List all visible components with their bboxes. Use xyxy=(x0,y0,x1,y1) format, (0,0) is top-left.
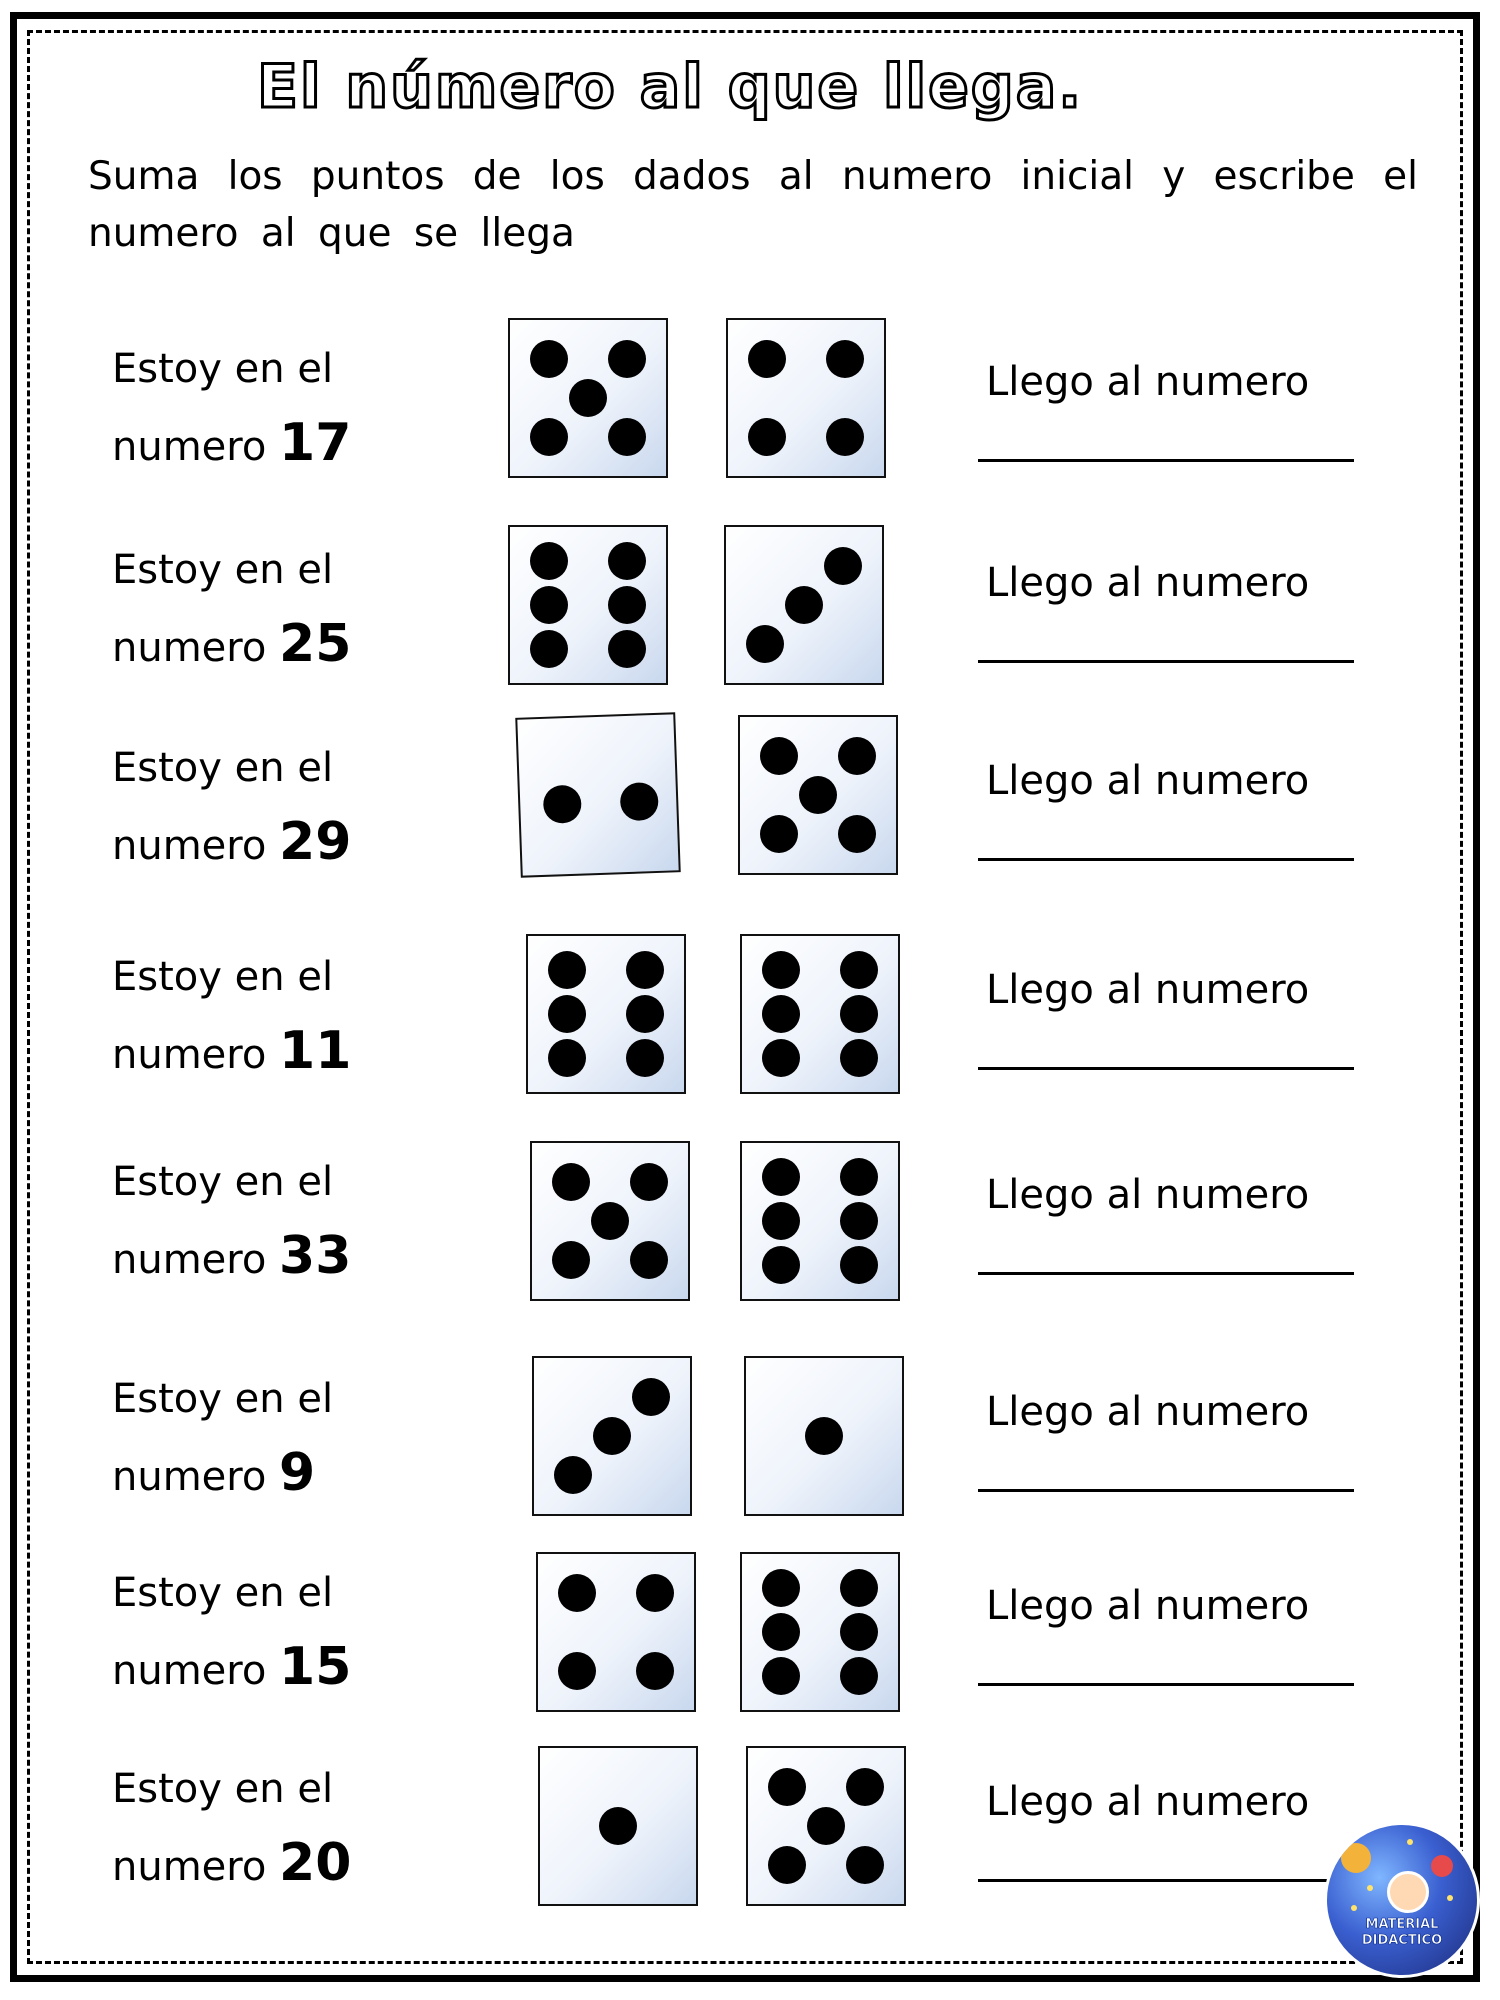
start-label xyxy=(112,1556,412,1708)
die-pip xyxy=(530,542,568,580)
start-label xyxy=(112,1362,412,1514)
die-pip xyxy=(632,1378,670,1416)
die-pip xyxy=(608,630,646,668)
start-line xyxy=(112,1014,412,1092)
start-number: 17 xyxy=(279,413,352,473)
end-label: Llego al numero xyxy=(986,1389,1310,1435)
die-face-6 xyxy=(740,934,900,1094)
start-line xyxy=(112,1219,412,1297)
die-pip xyxy=(840,1613,878,1651)
die-face-6 xyxy=(508,525,668,685)
die-pip xyxy=(768,1846,806,1884)
die-face-6 xyxy=(526,934,686,1094)
die-pip xyxy=(636,1574,674,1612)
start-label xyxy=(112,731,412,883)
die-pip xyxy=(785,586,823,624)
start-number: 9 xyxy=(279,1443,316,1503)
answer-line[interactable] xyxy=(978,1067,1354,1070)
die-pip xyxy=(608,542,646,580)
end-label: Llego al numero xyxy=(986,1779,1310,1825)
exercise-row xyxy=(0,1145,1500,1325)
die-pip xyxy=(608,586,646,624)
instructions: Suma los puntos de los dados al numero inicial y escribe el numero al que se llega xyxy=(88,154,1418,256)
start-prefix: Estoy en el xyxy=(112,1376,334,1422)
die-pip xyxy=(554,1456,592,1494)
die-face-6 xyxy=(740,1552,900,1712)
die-pip xyxy=(608,418,646,456)
die-pip xyxy=(636,1652,674,1690)
die-face-5 xyxy=(738,715,898,875)
material-didactico-logo xyxy=(1324,1822,1480,1978)
die-pip xyxy=(840,1246,878,1284)
die-pip xyxy=(762,1569,800,1607)
answer-line[interactable] xyxy=(978,1879,1354,1882)
die-pip xyxy=(799,776,837,814)
die-pip xyxy=(840,1158,878,1196)
die-pip xyxy=(599,1807,637,1845)
start-word: numero xyxy=(112,1454,280,1500)
die-pip xyxy=(619,782,658,821)
die-face-5 xyxy=(746,1746,906,1906)
answer-line[interactable] xyxy=(978,1489,1354,1492)
die-pip xyxy=(746,625,784,663)
start-line xyxy=(112,1630,412,1708)
exercise-row xyxy=(0,332,1500,512)
start-line xyxy=(112,805,412,883)
die-pip xyxy=(762,1246,800,1284)
die-pip xyxy=(840,995,878,1033)
die-pip xyxy=(760,737,798,775)
start-word: numero xyxy=(112,625,280,671)
end-label: Llego al numero xyxy=(986,758,1310,804)
end-label: Llego al numero xyxy=(986,1583,1310,1629)
die-pip xyxy=(762,951,800,989)
worksheet-title: El número al que llega. xyxy=(256,52,1084,122)
die-face-5 xyxy=(530,1141,690,1301)
start-prefix: Estoy en el xyxy=(112,954,334,1000)
die-pip xyxy=(762,1158,800,1196)
die-face-4 xyxy=(726,318,886,478)
die-pip xyxy=(838,737,876,775)
die-pip xyxy=(530,630,568,668)
start-line xyxy=(112,1826,412,1904)
die-pip xyxy=(530,340,568,378)
die-pip xyxy=(552,1241,590,1279)
answer-line[interactable] xyxy=(978,1683,1354,1686)
answer-line[interactable] xyxy=(978,660,1354,663)
die-pip xyxy=(530,586,568,624)
start-number: 33 xyxy=(279,1226,352,1286)
die-pip xyxy=(762,1613,800,1651)
start-number: 20 xyxy=(279,1833,352,1893)
exercise-row xyxy=(0,940,1500,1120)
die-pip xyxy=(840,1039,878,1077)
die-pip xyxy=(840,1657,878,1695)
die-pip xyxy=(593,1417,631,1455)
end-label: Llego al numero xyxy=(986,967,1310,1013)
start-word: numero xyxy=(112,1648,280,1694)
die-pip xyxy=(748,340,786,378)
die-face-3 xyxy=(532,1356,692,1516)
die-pip xyxy=(768,1768,806,1806)
start-label xyxy=(112,1752,412,1904)
start-number: 29 xyxy=(279,812,352,872)
die-pip xyxy=(838,815,876,853)
die-pip xyxy=(760,815,798,853)
answer-line[interactable] xyxy=(978,459,1354,462)
die-pip xyxy=(762,1202,800,1240)
die-pip xyxy=(762,995,800,1033)
exercise-row xyxy=(0,731,1500,911)
die-pip xyxy=(630,1241,668,1279)
logo-text: MATERIAL DIDACTICO xyxy=(1361,1917,1443,1948)
die-face-2 xyxy=(515,712,680,877)
die-pip xyxy=(826,418,864,456)
die-pip xyxy=(805,1417,843,1455)
exercise-row xyxy=(0,1556,1500,1736)
die-face-3 xyxy=(724,525,884,685)
die-pip xyxy=(846,1768,884,1806)
start-prefix: Estoy en el xyxy=(112,1570,334,1616)
die-face-4 xyxy=(536,1552,696,1712)
start-word: numero xyxy=(112,424,280,470)
die-face-1 xyxy=(538,1746,698,1906)
die-pip xyxy=(840,1569,878,1607)
answer-line[interactable] xyxy=(978,858,1354,861)
start-number: 25 xyxy=(279,614,352,674)
die-pip xyxy=(630,1163,668,1201)
start-prefix: Estoy en el xyxy=(112,346,334,392)
start-line xyxy=(112,1436,412,1514)
die-pip xyxy=(826,340,864,378)
die-pip xyxy=(548,951,586,989)
end-label: Llego al numero xyxy=(986,359,1310,405)
start-line xyxy=(112,406,412,484)
end-label: Llego al numero xyxy=(986,1172,1310,1218)
die-pip xyxy=(530,418,568,456)
die-pip xyxy=(626,951,664,989)
start-word: numero xyxy=(112,823,280,869)
die-pip xyxy=(558,1574,596,1612)
start-line xyxy=(112,607,412,685)
die-pip xyxy=(748,418,786,456)
exercise-row xyxy=(0,533,1500,713)
die-pip xyxy=(824,547,862,585)
die-pip xyxy=(762,1657,800,1695)
start-label xyxy=(112,533,412,685)
die-pip xyxy=(558,1652,596,1690)
die-pip xyxy=(608,340,646,378)
start-label xyxy=(112,1145,412,1297)
die-pip xyxy=(840,951,878,989)
die-pip xyxy=(591,1202,629,1240)
start-number: 15 xyxy=(279,1637,352,1697)
start-number: 11 xyxy=(279,1021,352,1081)
die-pip xyxy=(548,1039,586,1077)
die-pip xyxy=(626,995,664,1033)
start-label xyxy=(112,332,412,484)
start-word: numero xyxy=(112,1237,280,1283)
die-pip xyxy=(548,995,586,1033)
start-label xyxy=(112,940,412,1092)
start-prefix: Estoy en el xyxy=(112,1159,334,1205)
die-pip xyxy=(552,1163,590,1201)
start-word: numero xyxy=(112,1844,280,1890)
start-prefix: Estoy en el xyxy=(112,1766,334,1812)
die-face-1 xyxy=(744,1356,904,1516)
exercise-row xyxy=(0,1362,1500,1542)
answer-line[interactable] xyxy=(978,1272,1354,1275)
start-prefix: Estoy en el xyxy=(112,547,334,593)
die-pip xyxy=(762,1039,800,1077)
die-pip xyxy=(626,1039,664,1077)
die-pip xyxy=(846,1846,884,1884)
start-prefix: Estoy en el xyxy=(112,745,334,791)
die-pip xyxy=(543,784,582,823)
die-face-6 xyxy=(740,1141,900,1301)
die-pip xyxy=(840,1202,878,1240)
exercise-row xyxy=(0,1752,1500,1932)
start-word: numero xyxy=(112,1032,280,1078)
end-label: Llego al numero xyxy=(986,560,1310,606)
die-pip xyxy=(569,379,607,417)
die-face-5 xyxy=(508,318,668,478)
die-pip xyxy=(807,1807,845,1845)
